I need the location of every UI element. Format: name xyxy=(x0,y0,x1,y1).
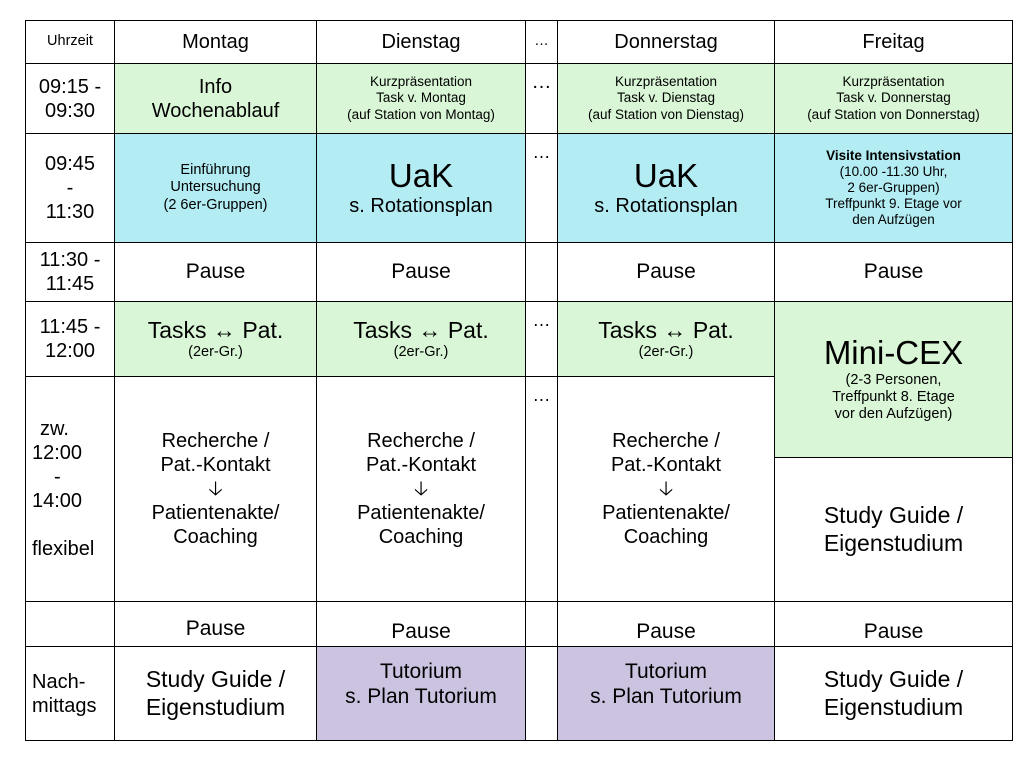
thursday-pause-1: Pause xyxy=(557,242,775,302)
time-0945: 09:45 - 11:30 xyxy=(25,133,115,243)
ellipsis-row5: … xyxy=(525,376,558,602)
thursday-tutorium: Tutorium s. Plan Tutorium xyxy=(557,646,775,741)
ellipsis-row3 xyxy=(525,242,558,302)
friday-mini-cex: Mini-CEX (2-3 Personen, Treffpunkt 8. Etage vor den Aufzügen) xyxy=(774,301,1013,458)
header-time: Uhrzeit xyxy=(25,20,115,64)
friday-pause-1: Pause xyxy=(774,242,1013,302)
friday-pause-2: Pause xyxy=(774,601,1013,647)
ellipsis-row2: … xyxy=(525,133,558,243)
thursday-recherche: Recherche / Pat.-Kontakt 🡣 Patientenakte/ Coaching xyxy=(557,376,775,602)
friday-kurzpraesentation: Kurzpräsentation Task v. Donnerstag (auf Station von Donnerstag) xyxy=(774,63,1013,134)
header-friday: Freitag xyxy=(774,20,1013,64)
tuesday-pause-2: Pause xyxy=(316,601,526,647)
time-1200-flexibel: zw. 12:00 - 14:00 flexibel xyxy=(25,376,115,602)
monday-recherche: Recherche / Pat.-Kontakt 🡣 Patientenakte/ Coaching xyxy=(114,376,317,602)
friday-study-guide-2: Study Guide / Eigenstudium xyxy=(774,646,1013,741)
header-monday: Montag xyxy=(114,20,317,64)
header-tuesday: Dienstag xyxy=(316,20,526,64)
monday-pause-1: Pause xyxy=(114,242,317,302)
friday-study-guide-1: Study Guide / Eigenstudium xyxy=(774,457,1013,602)
ellipsis-row6 xyxy=(525,601,558,647)
tuesday-pause-1: Pause xyxy=(316,242,526,302)
tuesday-uak: UaK s. Rotationsplan xyxy=(316,133,526,243)
time-pause-2 xyxy=(25,601,115,647)
tuesday-tasks: Tasks ↔ Pat. (2er-Gr.) xyxy=(316,301,526,377)
header-thursday: Donnerstag xyxy=(557,20,775,64)
monday-pause-2: Pause xyxy=(114,601,317,647)
monday-tasks: Tasks ↔ Pat. (2er-Gr.) xyxy=(114,301,317,377)
ellipsis-row7 xyxy=(525,646,558,741)
tuesday-recherche: Recherche / Pat.-Kontakt 🡣 Patientenakte/ Coaching xyxy=(316,376,526,602)
thursday-tasks: Tasks ↔ Pat. (2er-Gr.) xyxy=(557,301,775,377)
monday-study-guide: Study Guide / Eigenstudium xyxy=(114,646,317,741)
header-ellipsis: … xyxy=(525,20,558,64)
thursday-uak: UaK s. Rotationsplan xyxy=(557,133,775,243)
ellipsis-row4: … xyxy=(525,301,558,377)
thursday-kurzpraesentation: Kurzpräsentation Task v. Dienstag (auf Station von Dienstag) xyxy=(557,63,775,134)
tuesday-tutorium: Tutorium s. Plan Tutorium xyxy=(316,646,526,741)
monday-info: Info Wochenablauf xyxy=(114,63,317,134)
monday-einfuehrung: Einführung Untersuchung (2 6er-Gruppen) xyxy=(114,133,317,243)
time-1130: 11:30 - 11:45 xyxy=(25,242,115,302)
friday-visite-intensivstation: Visite Intensivstation (10.00 -11.30 Uhr, 2 6er-Gruppen) Treffpunkt 9. Etage vor den Aufzügen xyxy=(774,133,1013,243)
time-0915: 09:15 - 09:30 xyxy=(25,63,115,134)
tuesday-kurzpraesentation: Kurzpräsentation Task v. Montag (auf Station von Montag) xyxy=(316,63,526,134)
time-nachmittags: Nach- mittags xyxy=(25,646,115,741)
time-1145: 11:45 - 12:00 xyxy=(25,301,115,377)
ellipsis-row1: … xyxy=(525,63,558,134)
thursday-pause-2: Pause xyxy=(557,601,775,647)
